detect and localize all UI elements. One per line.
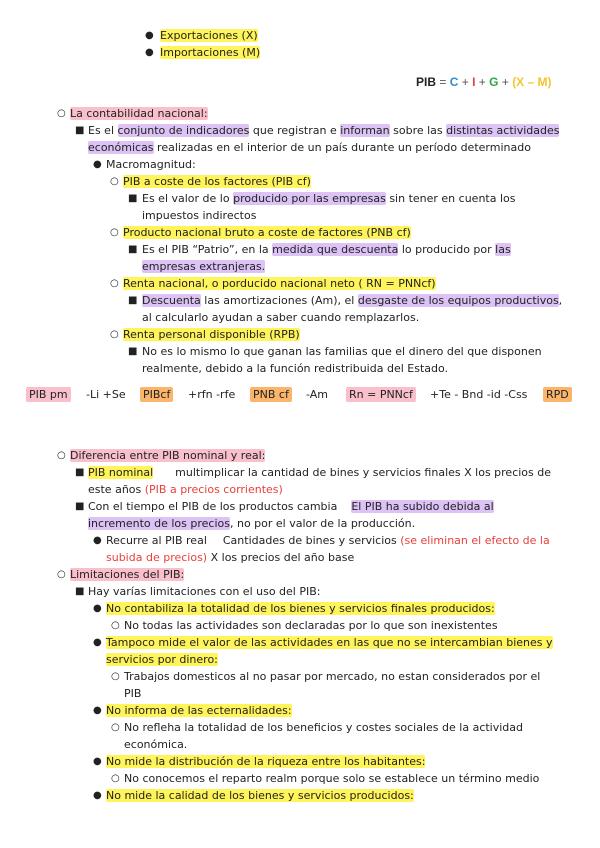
bullet-square-icon: ■ [128, 193, 138, 204]
bullet-dot-icon: ● [145, 30, 154, 41]
list-item: al calcularlo ayudan a saber cuando remplazarlos. [142, 311, 420, 324]
section-heading: La contabilidad nacional: [70, 107, 208, 120]
list-item: Es el valor de lo producido por las empresas sin tener en cuenta los [142, 192, 516, 205]
list-item: empresas extranjeras. [142, 260, 266, 273]
list-item: Trabajos domesticos al no pasar por mercado, no estan considerados por el [124, 670, 541, 683]
list-item: Importaciones (M) [160, 46, 261, 59]
definition-line: económicas realizadas en el interior de un país durante un período determinado [88, 141, 531, 154]
list-item: Con el tiempo el PIB de los productos cambia El PIB ha subido debida al [88, 500, 494, 513]
bullet-square-icon: ■ [128, 244, 138, 255]
bullet-circle-icon: ○ [111, 722, 120, 733]
limitation-item: servicios por dinero: [106, 653, 218, 666]
definition-line: Es el conjunto de indicadores que registran e informan sobre las distintas actividades [88, 124, 560, 137]
list-item: incremento de los precios, no por el valor de la producción. [88, 517, 416, 530]
bullet-circle-icon: ○ [110, 329, 119, 340]
bullet-square-icon: ■ [128, 346, 138, 357]
list-item: Renta personal disponible (RPB) [123, 328, 300, 341]
list-item: No todas las actividades son declaradas por lo que son inexistentes [124, 619, 498, 632]
list-item: PIB [124, 687, 142, 700]
list-item: No es lo mismo lo que ganan las familias que el dinero del que disponen [142, 345, 542, 358]
bullet-square-icon: ■ [75, 467, 85, 478]
list-item: Descuenta las amortizaciones (Am), el desgaste de los equipos productivos, [142, 294, 563, 307]
list-item: PIB a coste de los factores (PIB cf) [123, 175, 311, 188]
limitation-item: No mide la calidad de los bienes y servicios producidos: [106, 789, 414, 802]
list-item: Macromagnitud: [106, 158, 196, 171]
limitation-item: Tampoco mide el valor de las actividades en las que no se intercambian bienes y [106, 636, 553, 649]
section-heading: Diferencia entre PIB nominal y real: [70, 449, 266, 462]
formula-pibcf: PIBcf [140, 387, 173, 403]
list-item: PIB nominal multimplicar la cantidad de bines y servicios finales X los precios de [88, 466, 552, 479]
bullet-square-icon: ■ [75, 501, 85, 512]
list-item: impuestos indirectos [142, 209, 257, 222]
bullet-dot-icon: ● [93, 603, 102, 614]
formula-pnbcf: PNB cf [250, 387, 292, 403]
bullet-square-icon: ■ [128, 295, 138, 306]
bullet-dot-icon: ● [93, 159, 102, 170]
list-item: económica. [124, 738, 188, 751]
section-heading: Limitaciones del PIB: [70, 568, 185, 581]
bullet-circle-icon: ○ [57, 108, 66, 119]
bullet-circle-icon: ○ [57, 569, 66, 580]
list-item: Recurre al PIB real Cantidades de bines y servicios (se eliminan el efecto de la [106, 534, 550, 547]
list-item: Renta nacional, o porducido nacional neto ( RN = PNNcf) [123, 277, 436, 290]
bullet-square-icon: ■ [75, 586, 85, 597]
formula-op: +Te - Bnd -id -Css [430, 388, 528, 401]
formula-op: +rfn -rfe [188, 388, 236, 401]
formula-rpd: RPD [543, 387, 572, 403]
formula-rn: Rn = PNNcf [346, 387, 416, 403]
bullet-circle-icon: ○ [110, 278, 119, 289]
bullet-dot-icon: ● [93, 637, 102, 648]
bullet-square-icon: ■ [75, 125, 85, 136]
bullet-dot-icon: ● [145, 47, 154, 58]
bullet-circle-icon: ○ [110, 227, 119, 238]
list-item: No refleha la totalidad de los beneficios y costes sociales de la actividad [124, 721, 524, 734]
formula-op: -Am [306, 388, 328, 401]
bullet-circle-icon: ○ [57, 450, 66, 461]
list-item: Exportaciones (X) [160, 29, 258, 42]
pib-equation: PIB = C + I + G + (X – M) [416, 75, 552, 89]
bullet-circle-icon: ○ [111, 773, 120, 784]
list-item: subida de precios) X los precios del año base [106, 551, 355, 564]
limitation-item: No informa de las ecternalidades: [106, 704, 292, 717]
bullet-circle-icon: ○ [110, 176, 119, 187]
bullet-dot-icon: ● [93, 756, 102, 767]
bullet-circle-icon: ○ [111, 671, 120, 682]
limitation-item: No mide la distribución de la riqueza entre los habitantes: [106, 755, 426, 768]
bullet-circle-icon: ○ [111, 620, 120, 631]
bullet-dot-icon: ● [93, 790, 102, 801]
list-item: No conocemos el reparto realm porque solo se establece un término medio [124, 772, 540, 785]
list-item: este años (PIB a precios corrientes) [88, 483, 283, 496]
list-item: Hay varías limitaciones con el uso del PIB: [88, 585, 321, 598]
list-item: realmente, debido a la función redistribuida del Estado. [142, 362, 449, 375]
list-item: Producto nacional bruto a coste de factores (PNB cf) [123, 226, 411, 239]
bullet-dot-icon: ● [93, 705, 102, 716]
limitation-item: No contabiliza la totalidad de los bienes y servicios finales producidos: [106, 602, 495, 615]
formula-pibpm: PIB pm [26, 387, 71, 403]
list-item: Es el PIB “Patrio”, en la medida que descuenta lo producido por las [142, 243, 511, 256]
formula-op: -Li +Se [86, 388, 126, 401]
bullet-dot-icon: ● [93, 535, 102, 546]
